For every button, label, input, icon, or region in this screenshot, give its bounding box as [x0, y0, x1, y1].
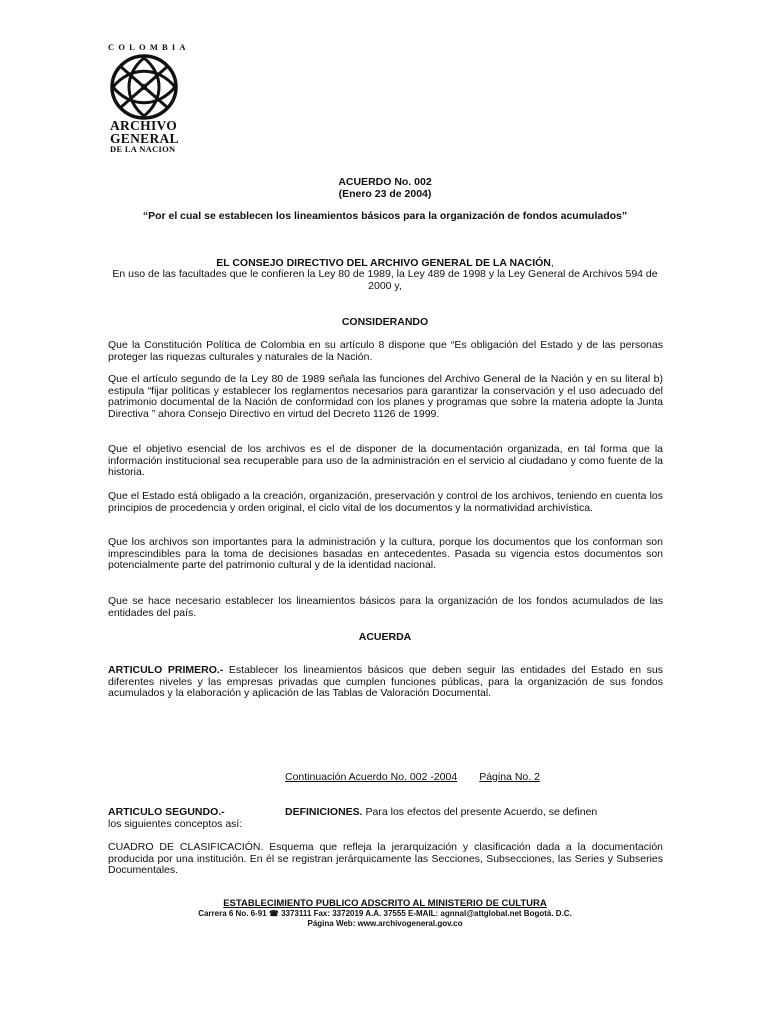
- footer-website: Página Web: www.archivogeneral.gov.co: [307, 919, 463, 928]
- acuerda-heading: ACUERDA: [358, 631, 412, 643]
- page-number: Página No. 2: [479, 771, 540, 783]
- council-comma: ,: [550, 257, 554, 269]
- considerando-paragraph: Que se hace necesario establecer los lineamientos básicos para la organización de los fondos acumulados de las entidades del país.: [108, 595, 663, 619]
- logo-country: COLOMBIA: [108, 42, 190, 52]
- footer-contact: Carrera 6 No. 6-91 ☎ 3373111 Fax: 3372019 A.A. 37555 E-MAIL: agnnal@attglobal.net Bogotá. D.C.: [198, 909, 572, 918]
- footer-establishment: ESTABLECIMIENTO PUBLICO ADSCRITO AL MINISTERIO DE CULTURA: [223, 898, 547, 909]
- considerando-paragraph: Que la Constitución Política de Colombia en su artículo 8 dispone que “Es obligación del Estado y de las personas proteger las riquezas culturales y naturales de la Nación.: [108, 339, 663, 363]
- logo-line-archivo: ARCHIVO: [110, 118, 178, 133]
- article-one-text: Establecer los lineamientos básicos que deben seguir las entidades del Estado en sus diferentes niveles y las empresas privadas que cumplen funciones públicas, para la organización de sus fondos acumulados y la elaboración y aplicación de las Tablas de Valoración Documental.: [108, 664, 663, 700]
- article-two-label: ARTICULO SEGUNDO.-: [108, 806, 225, 818]
- considerando-paragraph: Que el objetivo esencial de los archivos es el de disponer de la documentación organizada, en tal forma que la información institucional sea recuperable para uso de la administración en el servicio al ciudadano y como fuente de la historia.: [108, 443, 663, 479]
- council-authority: En uso de las facultades que le confieren la Ley 80 de 1989, la Ley 489 de 1998 y la Ley General de Archivos 594 de 2000 y,: [112, 268, 658, 292]
- article-one: [108, 665, 663, 700]
- article-one-label: ARTICULO PRIMERO.-: [108, 664, 224, 676]
- document-subject: “Por el cual se establecen los lineamientos básicos para la organización de fondos acumulados”: [142, 210, 628, 222]
- considerando-paragraph: Que el artículo segundo de la Ley 80 de 1989 señala las funciones del Archivo General de la Nación y en su literal b) estipula “fijar políticas y establecer los reglamentos necesarios para garantizar la conservación y el uso adecuado del patrimonio documental de la Nación de conformidad con los planes y programas que sobre la materia adopte la Junta Directiva ” ahora Consejo Directivo en virtud del Decreto 1126 de 1999.: [108, 373, 663, 420]
- agn-logo: [104, 40, 214, 155]
- council-name: EL CONSEJO DIRECTIVO DEL ARCHIVO GENERAL DE LA NACIÓN: [216, 257, 551, 269]
- logo-line-general: GENERAL: [110, 131, 179, 146]
- article-two-intro: [285, 806, 597, 818]
- logo-line-nacion: DE LA NACION: [110, 144, 176, 154]
- definition-cuadro: CUADRO DE CLASIFICACIÓN. Esquema que refleja la jerarquización y clasificación dada a la documentación producida por una institución. En él se registran jerárquicamente las Secciones, Subsecciones, las Series y Subseries Documentales.: [108, 841, 663, 877]
- continuation-label: Continuación Acuerdo No. 002 -2004: [285, 771, 458, 783]
- document-date: (Enero 23 de 2004): [338, 188, 432, 200]
- page-continuation-header: [285, 771, 540, 783]
- considerando-paragraph: Que los archivos son importantes para la administración y la cultura, porque los documentos que los conforman son imprescindibles para la toma de decisiones basadas en antecedentes. Pasada su vigencia estos documentos son potencialmente parte del patrimonio cultural y de la identidad nacional.: [108, 536, 663, 572]
- definitions-heading: DEFINICIONES.: [285, 806, 363, 818]
- article-two-continuation: los siguientes conceptos así:: [108, 818, 243, 830]
- article-two-text: Para los efectos del presente Acuerdo, se definen: [362, 806, 598, 818]
- document-title: ACUERDO No. 002: [338, 176, 432, 188]
- considerando-heading: CONSIDERANDO: [341, 316, 429, 328]
- considerando-paragraph: Que el Estado está obligado a la creación, organización, preservación y control de los archivos, teniendo en cuenta los principios de procedencia y orden original, el ciclo vital de los documentos y la normatividad archivística.: [108, 490, 663, 514]
- logo-emblem-icon: [110, 54, 178, 120]
